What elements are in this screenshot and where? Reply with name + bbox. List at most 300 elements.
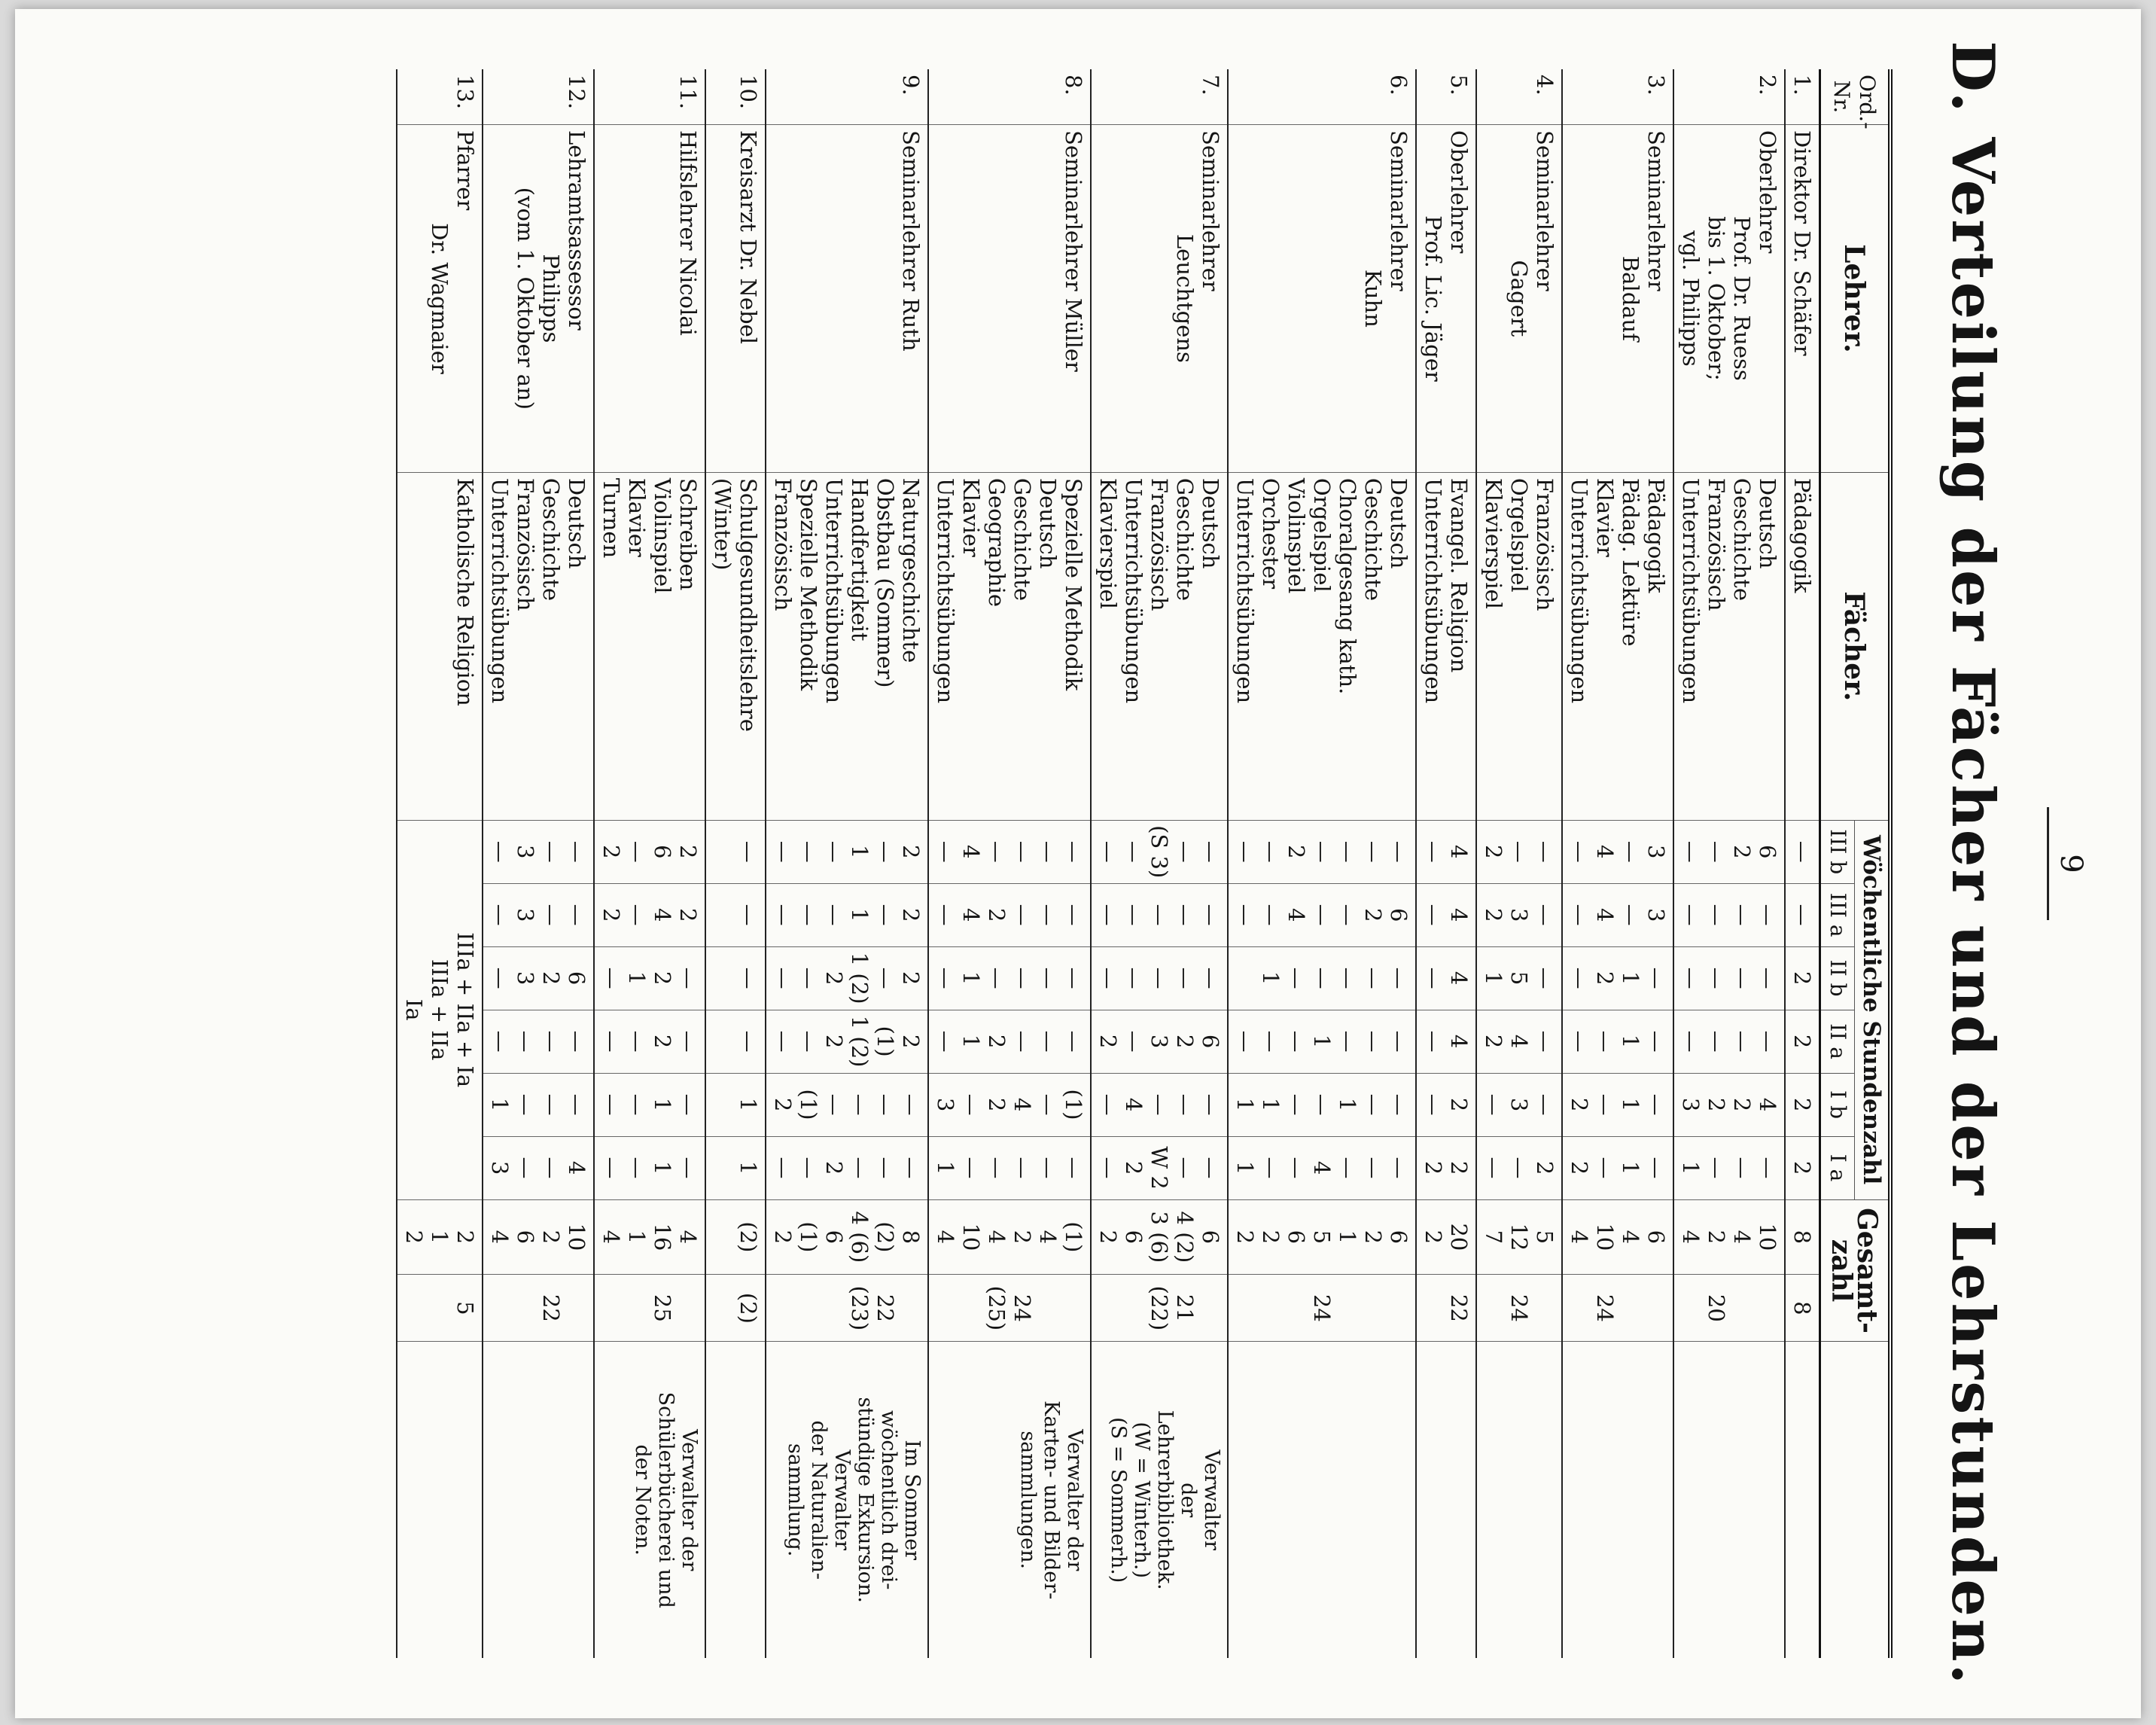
teacher-cell [1476,124,1562,472]
hours-value: 2 [650,1034,675,1049]
remark-line: Verwalter der [678,1429,701,1571]
hours-value: — [1789,840,1815,863]
hours-value: — [1198,967,1223,989]
hours-value: 2 [1284,844,1309,859]
hours-value: 1 [735,1160,761,1175]
header-class-iiib: III b [1820,820,1855,883]
hours-value: — [1035,1030,1061,1053]
hours-value: — [1755,1157,1780,1179]
remarks-cell [766,1342,928,1658]
sum-value [1678,1280,1704,1336]
hours-value: — [958,1157,984,1179]
hours-value: — [821,1093,847,1116]
remarks-cell [1091,1342,1228,1658]
remarks-cell [1673,1342,1785,1658]
hours-value: — [872,840,898,863]
subject-line: Unterrichtsübungen [821,477,847,704]
hours-value: — [598,1093,624,1116]
hours-value: — [898,1093,924,1116]
hours-value: — [1506,1157,1532,1179]
hours-value: — [1360,967,1386,989]
header-remarks [1820,1342,1891,1658]
teacher-line: Dr. Wagmaier [427,223,452,374]
hours-value: 2 [821,1160,847,1175]
hours-cell [928,1136,1091,1199]
hours-cell [1228,1010,1416,1073]
hours-value: — [1386,967,1411,989]
hours-cell [594,946,705,1010]
hours-value: — [1198,904,1223,926]
hours-value: — [513,1093,538,1116]
remarks-cell [1416,1342,1476,1658]
sum-value [1532,1280,1558,1336]
hours-cell [594,1136,705,1199]
subject-line: Orgelspiel [1506,477,1532,593]
subject-line: Französisch [1532,477,1558,611]
hours-value: — [1172,840,1198,863]
teacher-line: bis 1. Oktober; [1704,216,1729,381]
sum-value [796,1280,821,1336]
hours-value: — [538,1093,564,1116]
table-row [705,69,766,1658]
hours-cell [1673,820,1785,883]
hours-value: — [1009,1157,1035,1179]
total-value: 4 [1618,1230,1643,1245]
hours-cell [594,883,705,946]
hours-value: 4 [564,1160,589,1175]
total-value: 1 [1335,1230,1360,1245]
sum-value [898,1280,924,1336]
hours-cell [1673,1010,1785,1073]
subject-line: Unterrichtsübungen [1567,477,1592,704]
teacher-line: Lehramtsassessor [564,130,589,331]
subject-line: Naturgeschichte [898,477,924,663]
sum-value: 24 [1309,1294,1335,1322]
hours-value: — [1335,840,1360,863]
hours-value: 2 [1729,844,1755,859]
hours-value: 2 [598,907,624,922]
hours-value: — [1704,1030,1729,1053]
total-value: 6 [513,1230,538,1245]
hours-value: — [1309,904,1335,926]
remark-line: wöchentlich drei- [877,1410,900,1590]
hours-value: 2 [1789,1034,1815,1049]
hours-cell [1785,946,1820,1010]
hours-value: — [538,1030,564,1053]
hours-value: — [1755,967,1780,989]
remark-line: Karten- und Bilder- [1040,1400,1063,1600]
hours-value: 4 [1446,1034,1472,1049]
hours-value: 4 [1592,844,1618,859]
total-value: 2 [1009,1230,1035,1245]
hours-value: 2 [1532,1160,1558,1175]
teacher-cell [1562,124,1673,472]
subject-line: Unterrichtsübungen [1678,477,1704,704]
hours-cell [1416,883,1476,946]
hours-value: 2 [898,844,924,859]
hours-cell [1562,820,1673,883]
total-value: 6 [1386,1230,1411,1245]
hours-value: 6 [1386,907,1411,922]
table-row [1228,69,1416,1658]
hours-value: — [872,904,898,926]
hours-value: 2 [1592,971,1618,986]
hours-value: 1 [650,1160,675,1175]
hours-value: — [821,904,847,926]
hours-value: — [487,1030,513,1053]
total-value: 1 [427,1230,452,1245]
hours-value: — [1061,967,1086,989]
hours-value: — [1618,904,1643,926]
sum-value: (25) [984,1285,1009,1331]
hours-value: — [1360,840,1386,863]
hours-value: — [1567,904,1592,926]
hours-value: — [1335,967,1360,989]
hours-value: 2 [1360,907,1386,922]
hours-value: — [1592,1030,1618,1053]
sum-value [1481,1280,1506,1336]
hours-value: — [1035,904,1061,926]
total-value: 2 [452,1230,478,1245]
hours-cell [1228,883,1416,946]
hours-value: — [1360,1157,1386,1179]
hours-value: 1 [487,1097,513,1112]
subjects-cell [1091,472,1228,820]
hours-value: — [1009,840,1035,863]
hours-value: — [872,967,898,989]
total-value: 6 [821,1230,847,1245]
table-row [766,69,928,1658]
hours-value: — [1386,1157,1411,1179]
sum-value [770,1280,796,1336]
hours-value: 2 [1121,1160,1147,1175]
hours-value: — [1172,1157,1198,1179]
remark-line: der Naturalien- [807,1420,830,1580]
total-cell [1785,1199,1820,1275]
total-value: 4 [984,1230,1009,1245]
hours-value: — [1095,967,1121,989]
hours-value: 5 [1506,971,1532,986]
hours-value: 4 [1309,1160,1335,1175]
hours-value: — [1729,967,1755,989]
hours-value: — [1643,967,1669,989]
hours-value: — [1061,840,1086,863]
sum-value [1258,1280,1284,1336]
hours-value: — [1421,904,1446,926]
total-value: 2 [1704,1230,1729,1245]
hours-value: 1 [1481,971,1506,986]
total-value: 6 [1643,1230,1669,1245]
total-value: 2 [401,1230,427,1245]
hours-value: — [564,1030,589,1053]
hours-value: 2 [898,1034,924,1049]
hours-value: 3 [1678,1097,1704,1112]
hours-value: 2 [1421,1160,1446,1175]
hours-value: — [1704,840,1729,863]
hours-value: 2 [1567,1097,1592,1112]
hours-cell [1476,1010,1562,1073]
sum-value: 5 [452,1301,478,1315]
hours-value: 2 [1172,1034,1198,1049]
total-value: 10 [958,1223,984,1251]
teacher-cell [594,124,705,472]
teacher-cell [1091,124,1228,472]
hours-value: — [1421,1030,1446,1053]
hours-value: 1 [1309,1034,1335,1049]
sum-value [513,1280,538,1336]
hours-value: — [564,1093,589,1116]
teacher-cell [705,124,766,472]
hours-value: 4 [958,907,984,922]
sum-value [675,1280,701,1336]
hours-value: — [1386,1093,1411,1116]
hours-value: 3 [1643,844,1669,859]
sum-value: 21 [1172,1294,1198,1322]
subject-line: Violinspiel [1284,477,1309,594]
hours-value: — [1360,1030,1386,1053]
hours-cell [1476,946,1562,1010]
subject-line: Obstbau (Sommer) [872,477,898,688]
hours-cell [1091,820,1228,883]
sum-value: 22 [1446,1294,1472,1322]
total-value: (1) [796,1221,821,1253]
hours-value: — [1232,1030,1258,1053]
hours-value: — [872,1093,898,1116]
hours-value: — [1729,904,1755,926]
hours-value: 1 [1258,1097,1284,1112]
hours-value: 3 [1506,1097,1532,1112]
hours-value: — [1309,967,1335,989]
hours-value: (S 3) [1147,825,1172,879]
hours-value: — [1755,904,1780,926]
hours-value: 4 [1446,971,1472,986]
subjects-cell [1673,472,1785,820]
hours-cell [483,1073,594,1136]
subject-line: Handfertigkeit [847,477,872,642]
hours-value: 2 [1789,1097,1815,1112]
total-value: 4 [1729,1230,1755,1245]
hours-value: 3 [487,1160,513,1175]
sum-value [1035,1280,1061,1336]
hours-value: — [1061,1030,1086,1053]
sum-value [1335,1280,1360,1336]
hours-value: — [984,967,1009,989]
header-class-ib: I b [1820,1073,1855,1136]
remark-line: der Noten. [631,1444,654,1556]
row-ord-number: 10. [705,69,766,124]
hours-value: — [1198,840,1223,863]
hours-value: — [538,1157,564,1179]
hours-value: — [735,904,761,926]
row-ord-number: 5. [1416,69,1476,124]
hours-cell [1091,1010,1228,1073]
hours-value: 2 [1481,907,1506,922]
hours-cell [483,1136,594,1199]
merged-class-line: IIIa + IIa [427,959,452,1061]
total-cell [1091,1199,1228,1275]
remarks-cell [1785,1342,1820,1658]
hours-cell [1562,1136,1673,1199]
hours-value: — [1258,904,1284,926]
total-cell [1416,1199,1476,1275]
subject-line: Deutsch [1198,477,1223,569]
hours-value: — [770,1157,796,1179]
hours-value: 2 [675,844,701,859]
sum-value [933,1280,958,1336]
subject-line: Geographie [984,477,1009,608]
hours-value: — [1121,967,1147,989]
hours-value: — [770,904,796,926]
hours-cell [483,820,594,883]
hours-value: 6 [1755,844,1780,859]
hours-value: 3 [1506,907,1532,922]
total-cell [594,1199,705,1275]
hours-value: — [1035,1157,1061,1179]
hours-value: — [1258,1157,1284,1179]
hours-value: — [1421,840,1446,863]
hours-value: 1 [1618,971,1643,986]
hours-value: — [1789,904,1815,926]
page-number: 9 [2054,854,2088,873]
subject-line: Französisch [1147,477,1172,611]
hours-value: 1 (2) [847,1015,872,1068]
teacher-cell [397,124,483,472]
sum-cell [705,1275,766,1342]
sum-value [1421,1280,1446,1336]
hours-value: — [1095,904,1121,926]
subject-line: Klavierspiel [1095,477,1121,609]
subject-line: Unterrichtsübungen [1421,477,1446,704]
hours-value: — [770,967,796,989]
hours-cell [1673,883,1785,946]
hours-value: — [1360,1093,1386,1116]
hours-value: — [1729,1030,1755,1053]
hours-cell [1416,1136,1476,1199]
hours-value: — [735,1030,761,1053]
hours-value: — [984,1157,1009,1179]
sum-cell [1562,1275,1673,1342]
hours-value: — [984,840,1009,863]
header-class-iib: II b [1820,946,1855,1010]
hours-value: — [1421,967,1446,989]
hours-value: — [1592,1157,1618,1179]
subject-line: Klavier [958,477,984,557]
remark-line: Im Sommer [900,1440,924,1561]
sum-value: 22 [872,1294,898,1322]
hours-value: — [1172,967,1198,989]
teacher-line: Baldauf [1618,255,1643,341]
remark-line: Verwalter [1200,1449,1223,1550]
sum-cell [928,1275,1091,1342]
hours-value: — [1061,904,1086,926]
hours-value: 1 [1678,1160,1704,1175]
hours-value: 2 [984,907,1009,922]
hours-value: 1 [933,1160,958,1175]
remark-line: Schülerbücherei und [654,1391,678,1608]
subject-line: Klavier [624,477,650,557]
hours-cell [1228,1136,1416,1199]
teacher-line: Oberlehrer [1755,130,1780,254]
hours-value: — [1284,1157,1309,1179]
teacher-line: Gagert [1506,260,1532,337]
row-ord-number: 7. [1091,69,1228,124]
teacher-cell [928,124,1091,472]
subject-line: Französisch [770,477,796,611]
sum-value: 20 [1704,1294,1729,1322]
hours-cell [1785,1136,1820,1199]
hours-value: — [1643,1157,1669,1179]
hours-cell [1416,1010,1476,1073]
hours-value: — [1532,1030,1558,1053]
header-class-iia: II a [1820,1010,1855,1073]
hours-value: — [1567,967,1592,989]
sum-value: 24 [1506,1294,1532,1322]
subject-line: Unterrichtsübungen [933,477,958,704]
hours-value: — [1567,1030,1592,1053]
row-ord-number: 11. [594,69,705,124]
hours-value: — [933,904,958,926]
hours-cell [1228,820,1416,883]
hours-cell [705,883,766,946]
hours-value: 2 [1789,971,1815,986]
hours-value: — [1232,904,1258,926]
sum-value [1755,1280,1780,1336]
remarks-cell [483,1342,594,1658]
subject-line: Französisch [513,477,538,611]
page-title: D. Verteilung der Fächer und der Lehrstunden. [1938,41,2007,1687]
teacher-cell [1416,124,1476,472]
hours-value: — [796,840,821,863]
total-cell [1562,1199,1673,1275]
hours-value: — [1567,840,1592,863]
hours-value: — [821,840,847,863]
hours-value: 2 [1729,1097,1755,1112]
hours-value: 1 [735,1097,761,1112]
table-row [1785,69,1820,1658]
row-ord-number: 12. [483,69,594,124]
sum-cell [483,1275,594,1342]
hours-value: 1 [1335,1097,1360,1112]
sum-value [1643,1280,1669,1336]
total-value: 4 [933,1230,958,1245]
hours-value: 6 [564,971,589,986]
hours-cell [766,883,928,946]
total-cell [928,1199,1091,1275]
hours-value: 2 [821,1034,847,1049]
hours-value: — [1121,904,1147,926]
hours-value: 2 [821,971,847,986]
merged-class-line: Ia [401,998,427,1021]
rotated-content [15,9,2141,1718]
sum-value [1567,1280,1592,1336]
subjects-cell [594,472,705,820]
sum-value [598,1280,624,1336]
hours-value: 1 [1232,1097,1258,1112]
hours-value: — [1335,904,1360,926]
hours-value: 3 [1643,907,1669,922]
hours-value: 2 [650,971,675,986]
hours-cell [1416,946,1476,1010]
hours-value: 1 [1618,1160,1643,1175]
hours-cell [1416,820,1476,883]
hours-value: — [1643,1030,1669,1053]
hours-value: — [675,1030,701,1053]
hours-value: — [1147,1093,1172,1116]
hours-value: (1) [872,1026,898,1057]
header-weekly-hours: Wöchentliche Stundenzahl [1855,820,1891,1199]
hours-value: — [624,1093,650,1116]
teacher-line: Leuchtgens [1172,233,1198,363]
